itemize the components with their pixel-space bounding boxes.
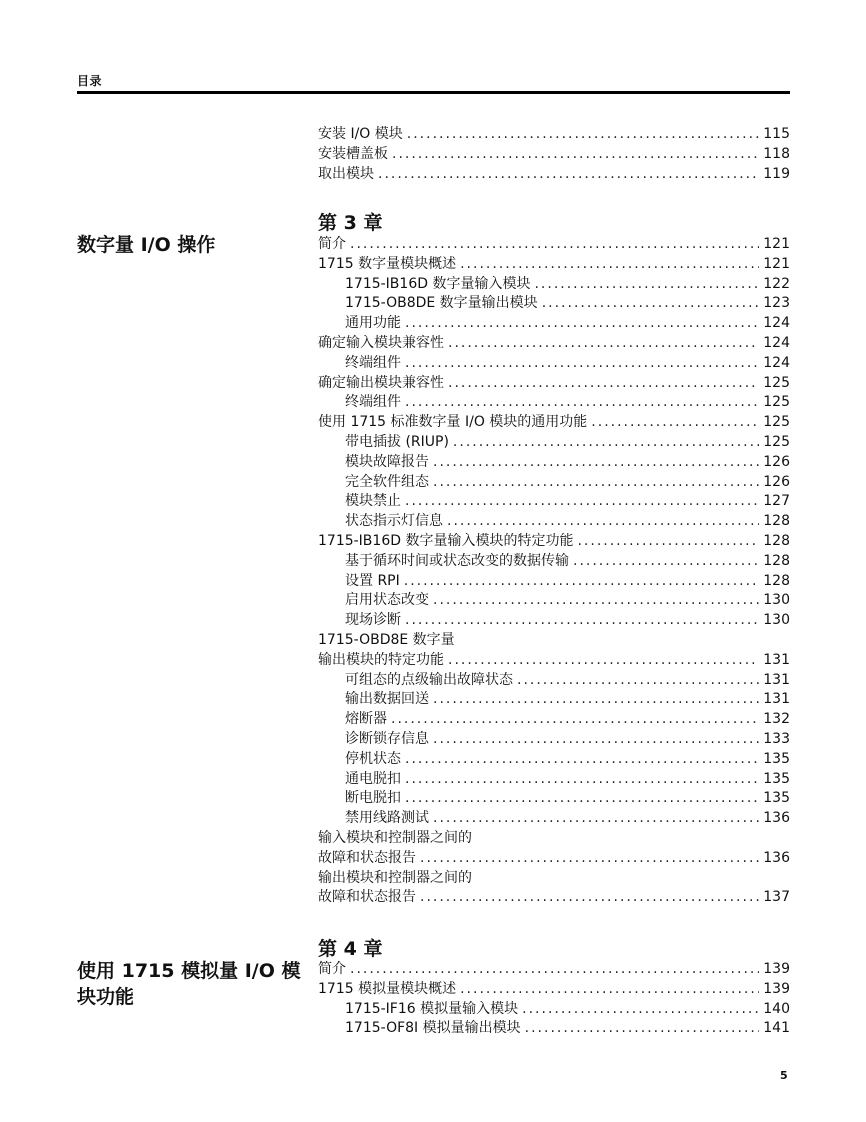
toc-entry [318,165,790,185]
toc-entry-title: 输出数据回送 [345,691,429,708]
toc-entry-page: 127 [763,493,790,510]
toc-dot-leader [542,294,760,314]
toc-entry-title: 1715-OB8DE 数字量输出模块 [345,295,538,312]
toc-entry-page: 130 [763,592,790,609]
toc-dot-leader [534,275,759,295]
toc-dot-leader [405,393,759,413]
toc-entry [318,374,790,394]
toc-entry [318,413,790,433]
toc-entry-page: 123 [763,295,790,312]
toc-entry-title: 故障和状态报告 [318,889,416,906]
toc-entry-title: 安装 I/O 模块 [318,126,403,142]
toc-entry [318,710,790,730]
toc-entry [318,651,790,671]
toc-entry-title: 简介 [318,961,346,977]
toc-entry-page: 128 [763,572,790,589]
toc-entry [318,888,790,908]
toc-entry [318,532,790,552]
chapter-4-heading: 第 4 章 [318,938,383,960]
toc-entry-title: 1715-IB16D 数字量输入模块的特定功能 [318,532,574,549]
toc-entry [318,334,790,354]
toc-dot-leader [433,453,759,473]
toc-dot-leader [405,611,759,631]
toc-entry-title: 输入模块和控制器之间的 [318,829,472,846]
toc-entry [318,235,790,255]
toc-entry-title: 确定输出模块兼容性 [318,374,444,391]
toc-entry [318,690,790,710]
toc-dot-leader [433,730,759,750]
toc-entry-page: 124 [763,354,790,371]
toc-dot-leader [522,1000,759,1020]
toc-entry-page: 135 [763,750,790,767]
toc-dot-leader [573,552,759,572]
toc-entry-page: 141 [763,1020,790,1037]
toc-entry [318,294,790,314]
toc-dot-leader [405,314,759,334]
toc-chapter-4 [318,960,790,1039]
toc-entry [318,770,790,790]
toc-entry-title: 基于循环时间或状态改变的数据传输 [345,552,569,569]
chapter-4-section-title: 使用 1715 模拟量 I/O 模块功能 [77,960,301,1008]
toc-entry [318,552,790,572]
toc-entry-title: 取出模块 [318,165,374,182]
toc-entry [318,750,790,770]
toc-entry [318,492,790,512]
toc-entry [318,453,790,473]
toc-entry-title: 故障和状态报告 [318,849,416,866]
toc-dot-leader [404,572,760,592]
toc-top-entries [318,125,790,184]
toc-dot-leader [448,374,759,394]
toc-entry [318,125,790,145]
toc-entry-page: 122 [763,275,790,292]
toc-dot-leader [525,1019,760,1039]
toc-entry-title: 断电脱扣 [345,790,401,807]
toc-entry-page: 135 [763,770,790,787]
toc-dot-leader [405,789,759,809]
toc-entry-page: 131 [763,691,790,708]
toc-dot-leader [448,651,759,671]
toc-entry-page: 133 [763,730,790,747]
toc-dot-leader [420,849,759,869]
toc-entry-title: 模块故障报告 [345,453,429,470]
toc-entry [318,869,790,889]
toc-entry-title: 通电脱扣 [345,770,401,787]
toc-entry-page: 126 [763,473,790,490]
toc-dot-leader [350,235,759,255]
toc-entry [318,789,790,809]
toc-dot-leader [433,591,759,611]
toc-entry [318,730,790,750]
toc-entry-title: 安装槽盖板 [318,145,388,162]
toc-dot-leader [405,492,759,512]
toc-entry [318,809,790,829]
toc-dot-leader [433,473,759,493]
toc-entry [318,255,790,275]
toc-dot-leader [433,690,759,710]
toc-entry [318,1019,790,1039]
toc-entry-page: 119 [763,165,790,182]
toc-entry-page: 125 [763,394,790,411]
chapter-3-section-title: 数字量 I/O 操作 [77,234,216,256]
toc-dot-leader [591,413,759,433]
toc-entry-title: 输出模块的特定功能 [318,651,444,668]
toc-entry [318,314,790,334]
toc-dot-leader [577,532,759,552]
toc-entry-page: 115 [763,126,790,142]
toc-entry-title: 现场诊断 [345,612,401,629]
toc-dot-leader [391,710,759,730]
toc-dot-leader [517,671,759,691]
toc-entry-page: 137 [763,889,790,906]
toc-entry [318,591,790,611]
toc-entry-page: 118 [763,145,790,162]
toc-entry-title: 设置 RPI [345,572,400,589]
toc-entry-title: 输出模块和控制器之间的 [318,869,472,886]
page-number: 5 [780,1069,788,1082]
toc-entry-page: 136 [763,810,790,827]
toc-entry [318,829,790,849]
toc-entry-title: 1715-OBD8E 数字量 [318,631,455,648]
toc-entry-title: 1715-IF16 模拟量输入模块 [345,1000,519,1017]
toc-entry-title: 确定输入模块兼容性 [318,334,444,351]
toc-entry [318,433,790,453]
toc-entry [318,980,790,1000]
toc-dot-leader [405,770,759,790]
toc-entry-title: 通用功能 [345,315,401,332]
toc-entry-title: 1715-IB16D 数字量输入模块 [345,275,531,292]
toc-entry-page: 125 [763,414,790,431]
toc-dot-leader [453,433,759,453]
toc-entry-title: 终端组件 [345,394,401,411]
header-rule [77,91,790,94]
toc-dot-leader [378,165,759,185]
toc-dot-leader [420,888,759,908]
toc-entry [318,631,790,651]
toc-entry-page: 124 [763,334,790,351]
toc-entry-page: 125 [763,374,790,391]
toc-entry-title: 停机状态 [345,750,401,767]
toc-chapter-3 [318,235,790,908]
toc-entry-page: 128 [763,552,790,569]
toc-entry-title: 诊断锁存信息 [345,730,429,747]
toc-dot-leader [460,255,759,275]
toc-entry-title: 完全软件组态 [345,473,429,490]
toc-entry-title: 启用状态改变 [345,592,429,609]
toc-dot-leader [433,809,759,829]
toc-entry-title: 熔断器 [345,711,387,728]
toc-entry-page: 128 [763,513,790,530]
toc-entry [318,145,790,165]
toc-entry-page: 132 [763,711,790,728]
toc-dot-leader [405,354,759,374]
toc-entry-title: 可组态的点级输出故障状态 [345,671,513,688]
toc-entry-page: 125 [763,433,790,450]
toc-entry [318,611,790,631]
toc-entry-page: 139 [763,961,790,977]
toc-entry-page: 135 [763,790,790,807]
toc-entry [318,473,790,493]
toc-entry [318,849,790,869]
toc-entry-page: 128 [763,532,790,549]
toc-entry [318,512,790,532]
toc-dot-leader [460,980,759,1000]
toc-dot-leader [447,512,759,532]
toc-entry-page: 126 [763,453,790,470]
running-header: 目录 [77,74,103,88]
toc-entry-title: 1715-OF8I 模拟量输出模块 [345,1020,521,1037]
toc-dot-leader [350,960,759,980]
toc-dot-leader [407,125,760,145]
toc-entry-page: 130 [763,612,790,629]
toc-entry-title: 1715 模拟量模块概述 [318,980,457,997]
toc-entry-page: 139 [763,980,790,997]
toc-entry-title: 使用 1715 标准数字量 I/O 模块的通用功能 [318,414,588,431]
toc-dot-leader [405,750,759,770]
toc-entry-page: 140 [763,1000,790,1017]
toc-entry-page: 121 [763,255,790,272]
toc-entry-title: 禁用线路测试 [345,810,429,827]
toc-entry-page: 136 [763,849,790,866]
toc-entry-title: 1715 数字量模块概述 [318,255,457,272]
toc-entry-page: 121 [763,236,790,252]
toc-entry-page: 124 [763,315,790,332]
toc-entry [318,393,790,413]
toc-entry [318,960,790,980]
toc-dot-leader [448,334,759,354]
toc-entry [318,572,790,592]
toc-entry-title: 模块禁止 [345,493,401,510]
toc-entry [318,671,790,691]
toc-entry-page: 131 [763,651,790,668]
toc-dot-leader [392,145,759,165]
toc-entry [318,275,790,295]
toc-entry-title: 终端组件 [345,354,401,371]
toc-entry [318,354,790,374]
toc-entry-page: 131 [763,671,790,688]
toc-entry-title: 简介 [318,236,346,252]
toc-entry-title: 状态指示灯信息 [345,513,443,530]
chapter-3-heading: 第 3 章 [318,212,383,234]
toc-entry [318,1000,790,1020]
toc-entry-title: 带电插拔 (RIUP) [345,433,449,450]
